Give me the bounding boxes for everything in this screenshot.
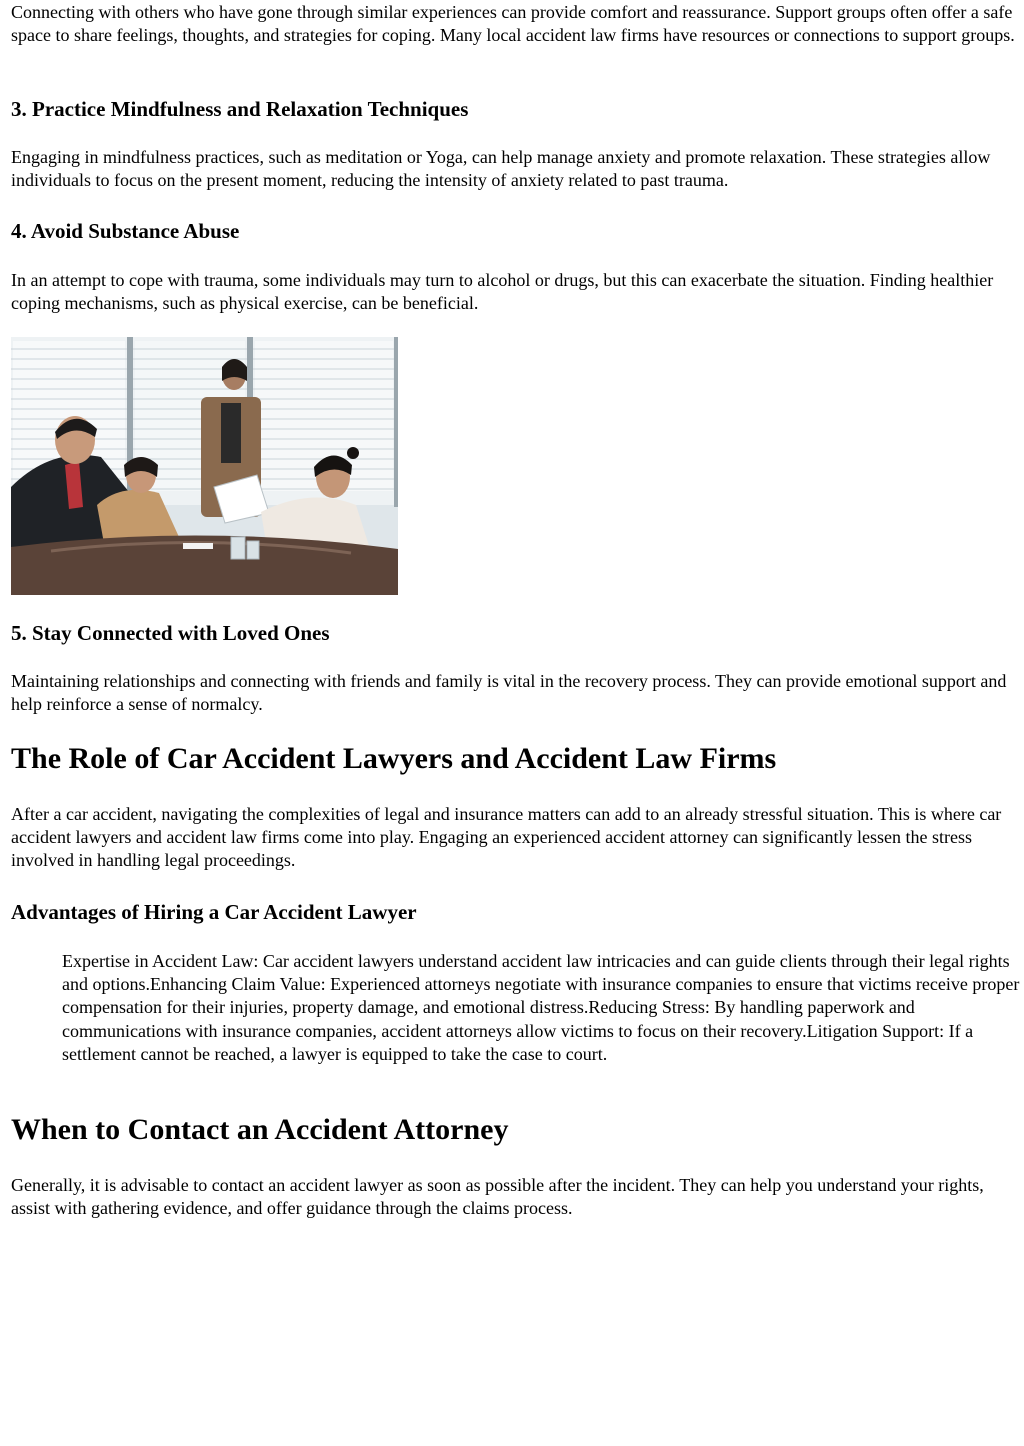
advantages-heading: Advantages of Hiring a Car Accident Lawyer bbox=[11, 900, 417, 924]
loved-ones-heading: 5. Stay Connected with Loved Ones bbox=[11, 621, 330, 645]
support-groups-paragraph: Connecting with others who have gone through similar experiences can provide comfort and reassurance. Support groups often offer a safe space to share feelings, thoughts, and strategies for coping. Many local accident law firms have resources or connections to support groups. bbox=[11, 2, 1015, 45]
substance-paragraph: In an attempt to cope with trauma, some individuals may turn to alcohol or drugs, but this can exacerbate the situation. Finding healthier coping mechanisms, such as physical exercise, can be beneficial. bbox=[11, 270, 994, 313]
advantages-list: Expertise in Accident Law: Car accident lawyers understand accident law intricacies and can guide clients through their legal rights and options.Enhancing Claim Value: Experienced attorneys negotiate with insurance companies to ensure that victims receive proper compensation for their injuries, property damage, and emotional distress.Reducing Stress: By handling paperwork and communications with insurance companies, accident attorneys allow victims to focus on their recovery.Litigation Support: If a settlement cannot be reached, a lawyer is equipped to take the case to court. bbox=[62, 951, 1020, 1064]
meeting-photo bbox=[11, 337, 398, 595]
when-contact-paragraph: Generally, it is advisable to contact an accident lawyer as soon as possible after the incident. They can help you understand your rights, assist with gathering evidence, and offer guidance through the claims process. bbox=[11, 1175, 984, 1218]
loved-ones-paragraph: Maintaining relationships and connecting with friends and family is vital in the recovery process. They can provide emotional support and help reinforce a sense of normalcy. bbox=[11, 671, 1007, 714]
role-paragraph: After a car accident, navigating the complexities of legal and insurance matters can add to an already stressful situation. This is where car accident lawyers and accident law firms come into play. Engaging an experienced accident attorney can significantly lessen the stress involved in handling legal proceedings. bbox=[11, 804, 1002, 870]
mindfulness-heading: 3. Practice Mindfulness and Relaxation Techniques bbox=[11, 97, 469, 121]
when-contact-heading: When to Contact an Accident Attorney bbox=[11, 1113, 509, 1146]
role-heading: The Role of Car Accident Lawyers and Accident Law Firms bbox=[11, 742, 777, 775]
mindfulness-paragraph: Engaging in mindfulness practices, such as meditation or Yoga, can help manage anxiety and promote relaxation. These strategies allow individuals to focus on the present moment, reducing the intensity of anxiety related to past trauma. bbox=[11, 147, 991, 190]
substance-heading: 4. Avoid Substance Abuse bbox=[11, 219, 240, 243]
